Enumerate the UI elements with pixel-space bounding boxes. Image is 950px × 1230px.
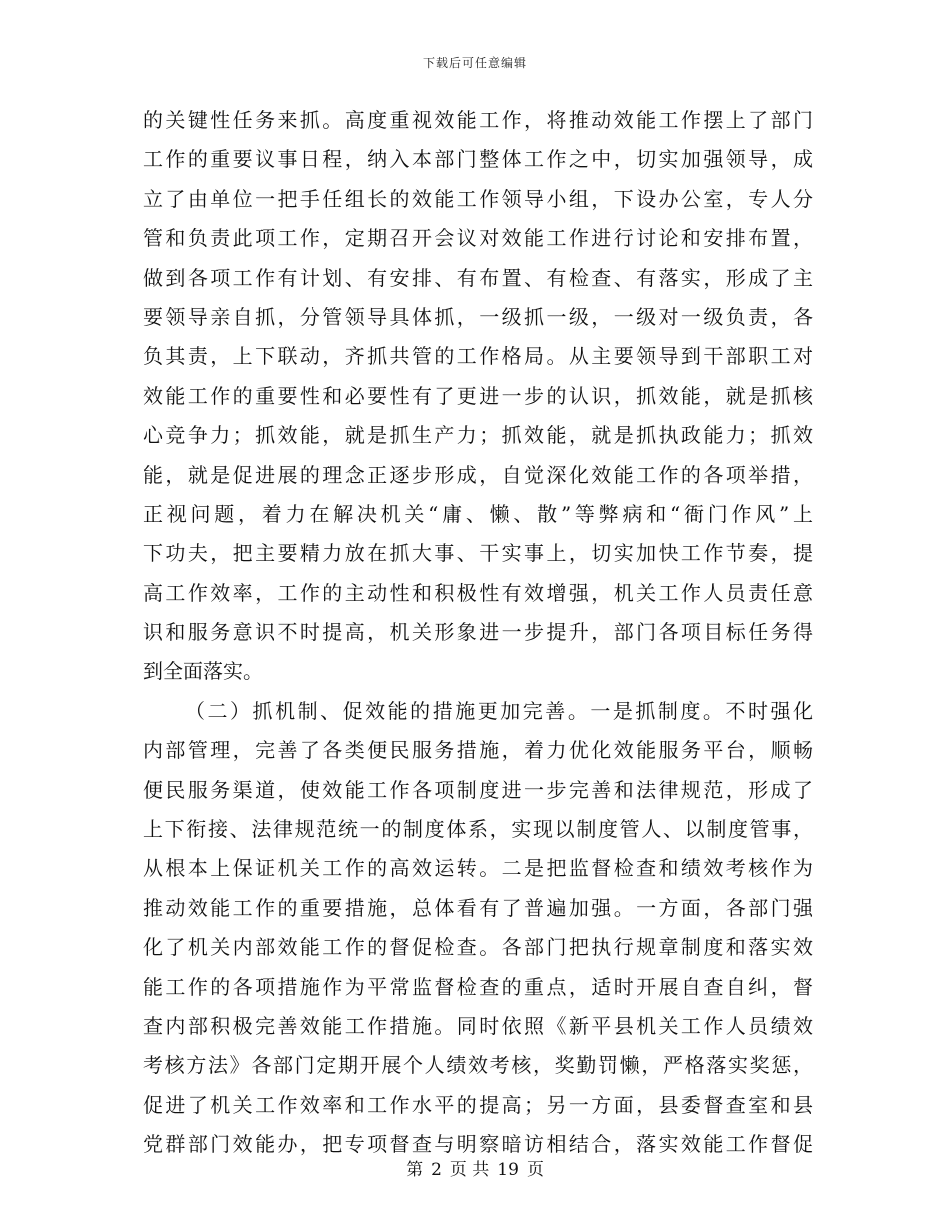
text-line: （二）抓机制、促效能的措施更加完善。一是抓制度。不时强化 bbox=[185, 698, 813, 723]
text-line: 化了机关内部效能工作的督促检查。各部门把执行规章制度和落实效 bbox=[143, 935, 813, 960]
text-line: 便民服务渠道，使效能工作各项制度进一步完善和法律规范，形成了 bbox=[143, 777, 813, 802]
footer-suffix: 页 bbox=[526, 1160, 544, 1180]
text-line: 识和服务意识不时提高，机关形象进一步提升，部门各项目标任务得 bbox=[143, 620, 813, 645]
text-line: 党群部门效能办，把专项督查与明察暗访相结合，落实效能工作督促 bbox=[143, 1132, 813, 1157]
text-line: 上下衔接、法律规范统一的制度体系，实现以制度管人、以制度管事， bbox=[143, 817, 813, 842]
text-line: 下功夫，把主要精力放在抓大事、干实事上，切实加快工作节奏，提 bbox=[143, 541, 813, 566]
footer-prefix: 第 bbox=[406, 1160, 424, 1180]
page-footer bbox=[0, 1155, 950, 1180]
text-line: 能，就是促进展的理念正逐步形成，自觉深化效能工作的各项举措， bbox=[143, 462, 813, 487]
text-line: 正视问题，着力在解决机关“庸、懒、散”等弊病和“衙门作风”上 bbox=[143, 501, 813, 526]
text-line: 高工作效率，工作的主动性和积极性有效增强，机关工作人员责任意 bbox=[143, 580, 813, 605]
text-line: 到全面落实。 bbox=[143, 659, 263, 684]
text-line: 心竞争力；抓效能，就是抓生产力；抓效能，就是抓执政能力；抓效 bbox=[143, 423, 813, 448]
text-line: 负其责，上下联动，齐抓共管的工作格局。从主要领导到干部职工对 bbox=[143, 344, 813, 369]
text-line: 做到各项工作有计划、有安排、有布置、有检查、有落实，形成了主 bbox=[143, 265, 813, 290]
text-line: 的关键性任务来抓。高度重视效能工作，将推动效能工作摆上了部门 bbox=[143, 108, 813, 132]
text-line: 工作的重要议事日程，纳入本部门整体工作之中，切实加强领导，成 bbox=[143, 147, 813, 172]
text-line: 考核方法》各部门定期开展个人绩效考核，奖勤罚懒，严格落实奖惩， bbox=[143, 1053, 813, 1078]
text-line: 查内部积极完善效能工作措施。同时依照《新平县机关工作人员绩效 bbox=[143, 1013, 813, 1038]
footer-middle: 页 共 bbox=[449, 1160, 490, 1180]
text-line: 内部管理，完善了各类便民服务措施，着力优化效能服务平台，顺畅 bbox=[143, 738, 813, 763]
paragraph-1 bbox=[143, 101, 813, 692]
text-line: 推动效能工作的重要措施，总体看有了普遍加强。一方面，各部门强 bbox=[143, 895, 813, 920]
text-line: 能工作的各项措施作为平常监督检查的重点，适时开展自查自纠，督 bbox=[143, 974, 813, 999]
page-total: 19 bbox=[497, 1160, 519, 1180]
page-number: 2 bbox=[431, 1160, 442, 1180]
text-line: 效能工作的重要性和必要性有了更进一步的认识，抓效能，就是抓核 bbox=[143, 383, 813, 408]
paragraph-2 bbox=[143, 692, 813, 1165]
text-line: 管和负责此项工作，定期召开会议对效能工作进行讨论和安排布置， bbox=[143, 226, 813, 251]
text-line: 促进了机关工作效率和工作水平的提高；另一方面，县委督查室和县 bbox=[143, 1092, 813, 1117]
document-body bbox=[143, 101, 813, 1165]
text-line: 立了由单位一把手任组长的效能工作领导小组，下设办公室，专人分 bbox=[143, 186, 813, 211]
text-line: 从根本上保证机关工作的高效运转。二是把监督检查和绩效考核作为 bbox=[143, 856, 813, 881]
page-header: 下载后可任意编辑 bbox=[422, 56, 527, 70]
text-line: 要领导亲自抓，分管领导具体抓，一级抓一级，一级对一级负责，各 bbox=[143, 304, 813, 329]
